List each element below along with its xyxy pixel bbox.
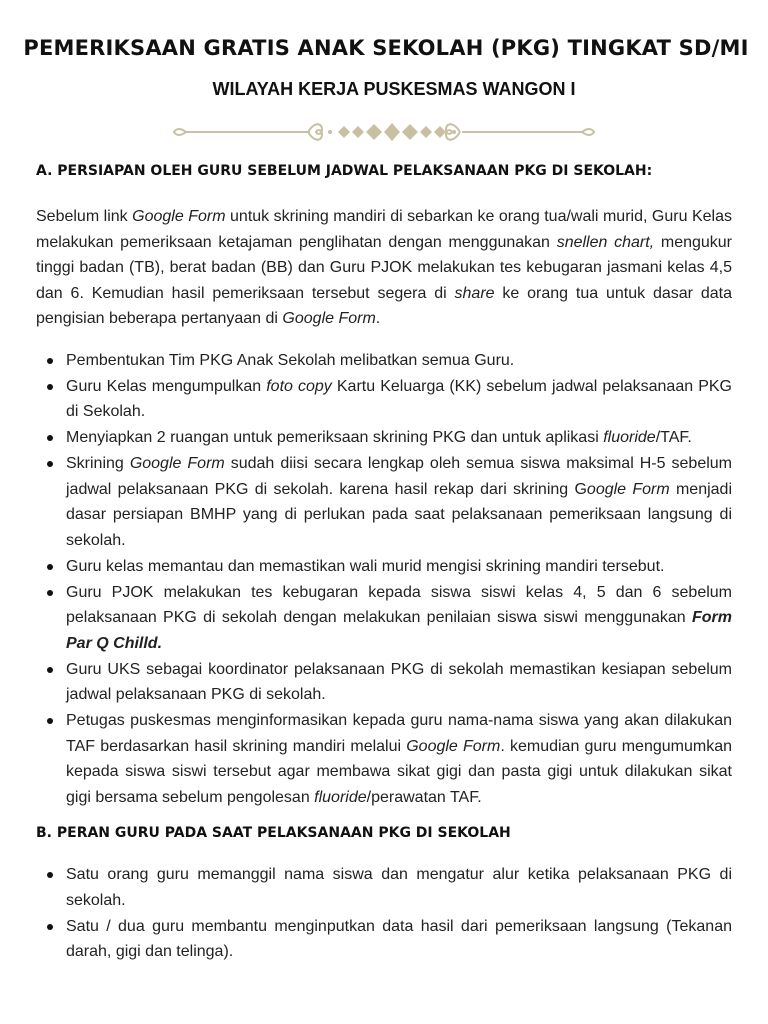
section-a-heading: A. PERSIAPAN OLEH GURU SEBELUM JADWAL PELAKSANAAN PKG DI SEKOLAH: xyxy=(36,163,653,179)
bullet-icon xyxy=(47,564,53,570)
intro-text: untuk skrining mandiri di sebarkan ke orang tua/wali murid, Guru Kelas melakukan pemeriksaan ketajaman penglihatan dengan menggunakan xyxy=(36,208,732,251)
document-body xyxy=(36,160,732,965)
list-item xyxy=(36,451,732,553)
item-text: Guru Kelas mengumpulkan xyxy=(66,377,267,395)
bullet-icon xyxy=(47,872,53,878)
item-text: Kartu Keluarga (KK) sebelum jadwal pelaksanaan PKG di Sekolah. xyxy=(66,377,732,420)
item-text: Skrining xyxy=(66,455,130,472)
item-text: . kemudian guru mengumumkan kepada siswa siswi tersebut agar membawa sikat gigi dan pasta gigi untuk dilakukan sikat gigi bersama sebelum pengolesan xyxy=(66,737,732,806)
bullet-icon xyxy=(47,718,53,724)
list-item xyxy=(36,425,732,451)
item-text: Satu orang guru memanggil nama siswa dan mengatur alur ketika pelaksanaan PKG di sekolah. xyxy=(66,866,732,909)
bullet-icon xyxy=(47,924,53,930)
item-text: Satu / dua guru membantu menginputkan data hasil dari pemeriksaan langsung (Tekanan darah, gigi dan telinga). xyxy=(66,917,732,960)
item-text: sudah diisi secara lengkap oleh semua siswa maksimal H-5 sebelum jadwal pelaksanaan PKG di sekolah. karena hasil rekap dari skrining G xyxy=(66,455,733,498)
bullet-icon xyxy=(47,461,53,467)
intro-emphasis: Google Form xyxy=(132,208,226,225)
intro-text: . xyxy=(375,310,381,327)
item-emphasis: foto copy xyxy=(266,377,332,395)
list-item xyxy=(36,708,732,810)
document-title: PEMERIKSAAN GRATIS ANAK SEKOLAH (PKG) TINGKAT SD/MI xyxy=(23,36,749,60)
intro-emphasis: Google Form xyxy=(282,310,376,327)
section-b-list xyxy=(36,862,732,965)
intro-text: Sebelum link xyxy=(36,208,133,225)
item-strong-emphasis: Form Par Q Chilld. xyxy=(66,609,732,652)
bullet-icon xyxy=(47,384,53,390)
intro-emphasis: share xyxy=(454,284,495,302)
intro-emphasis: snellen chart, xyxy=(556,233,655,251)
item-text: Menyiapkan 2 ruangan untuk pemeriksaan skrining PKG dan untuk aplikasi xyxy=(66,429,604,446)
list-item xyxy=(36,862,732,913)
item-emphasis: Google Form xyxy=(129,455,225,472)
item-text: /perawatan TAF. xyxy=(366,788,482,806)
list-item xyxy=(36,914,732,965)
list-item xyxy=(36,554,732,580)
document-subtitle: WILAYAH KERJA PUSKESMAS WANGON I xyxy=(212,79,576,99)
bullet-icon xyxy=(47,435,53,441)
bullet-icon xyxy=(47,590,53,596)
item-text: menjadi dasar persiapan BMHP yang di perlukan pada saat pelaksanaan pemeriksaan langsung di sekolah. xyxy=(66,480,733,549)
section-a-intro xyxy=(36,204,732,332)
list-item xyxy=(36,580,732,657)
item-text: Pembentukan Tim PKG Anak Sekolah melibatkan semua Guru. xyxy=(66,351,515,369)
section-a-list xyxy=(36,348,732,811)
item-emphasis: oogle Form xyxy=(586,480,670,498)
intro-text: ke orang tua untuk dasar data pengisian beberapa pertanyaan di xyxy=(36,284,732,327)
bullet-icon xyxy=(47,667,53,673)
list-item xyxy=(36,657,732,708)
section-b-heading: B. PERAN GURU PADA SAAT PELAKSANAAN PKG DI SEKOLAH xyxy=(36,825,511,841)
item-emphasis: fluoride xyxy=(603,429,656,446)
list-item xyxy=(36,374,732,425)
item-text: Petugas puskesmas menginformasikan kepada guru nama-nama siswa yang akan dilakukan TAF berdasarkan hasil skrining mandiri melalui xyxy=(66,712,732,755)
intro-text: mengukur tinggi badan (TB), berat badan (BB) dan Guru PJOK melakukan tes kebugaran jasmani kelas 4,5 dan 6. Kemudian hasil pemeriksaan tersebut segera di xyxy=(36,233,733,302)
item-text: Guru UKS sebagai koordinator pelaksanaan PKG di sekolah memastikan kesiapan sebelum jadwal pelaksanaan PKG di sekolah. xyxy=(66,660,732,703)
item-text: Guru kelas memantau dan memastikan wali murid mengisi skrining mandiri tersebut. xyxy=(66,557,665,575)
item-text: /TAF. xyxy=(655,429,692,446)
item-emphasis: fluoride xyxy=(314,788,367,806)
item-emphasis: Google Form xyxy=(406,737,501,755)
item-text: Guru PJOK melakukan tes kebugaran kepada siswa siswi kelas 4, 5 dan 6 sebelum pelaksanaan PKG di sekolah dengan melakukan penilaian siswa siswi menggunakan xyxy=(66,583,732,626)
list-item xyxy=(36,348,732,374)
bullet-icon xyxy=(47,358,53,364)
decorative-divider xyxy=(170,118,598,146)
